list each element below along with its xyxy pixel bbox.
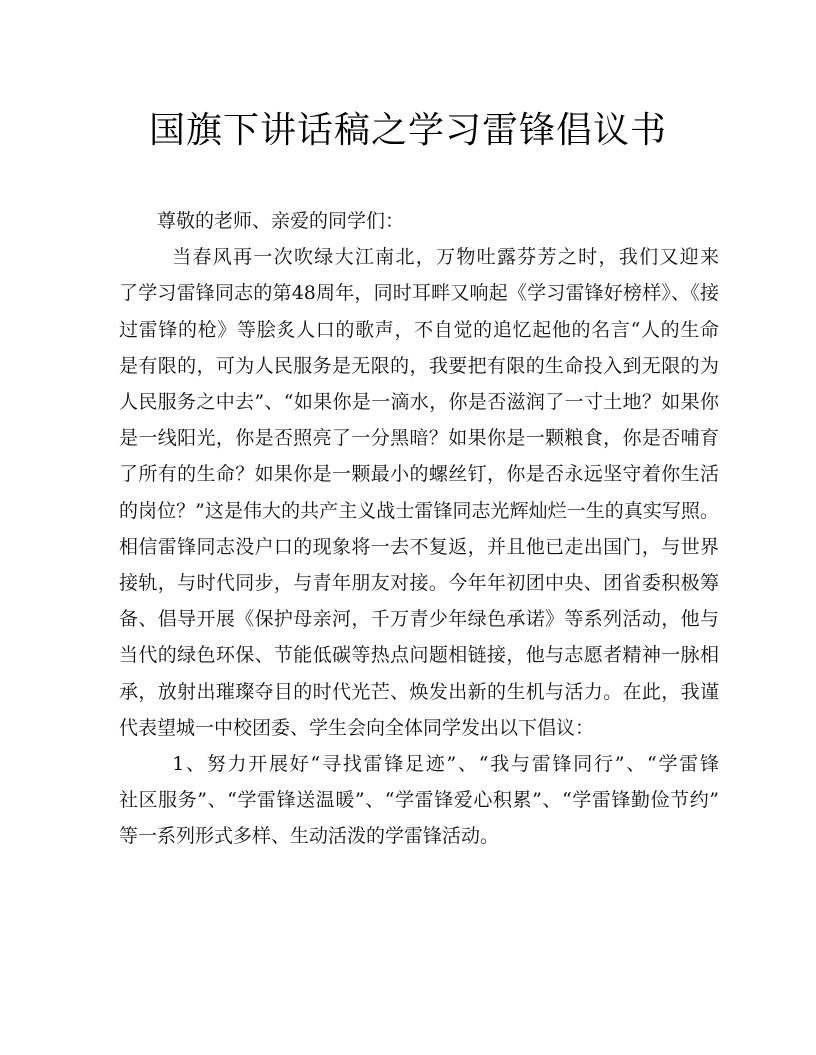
paragraph-2 bbox=[119, 746, 719, 855]
document-title: 国旗下讲话稿之学习雷锋倡议书 bbox=[148, 110, 667, 151]
paragraph-1-line: 是有限的，可为人民服务是无限的，我要把有限的生命投入到无限的为 bbox=[119, 354, 719, 377]
paragraph-1-line: 了所有的生命？如果你是一颗最小的螺丝钉，你是否永远坚守着你生活 bbox=[119, 463, 719, 486]
paragraph-1-line: 是一线阳光，你是否照亮了一分黑暗？如果你是一颗粮食，你是否哺育 bbox=[119, 427, 719, 450]
paragraph-1-line: 的岗位？”这是伟大的共产主义战士雷锋同志光辉灿烂一生的真实写照。 bbox=[119, 499, 719, 522]
paragraph-1-line: 过雷锋的枪》等脍炙人口的歌声，不自觉的追忆起他的名言“人的生命 bbox=[119, 318, 719, 341]
paragraph-1-line: 人民服务之中去”、“如果你是一滴水，你是否滋润了一寸土地？如果你 bbox=[119, 391, 719, 414]
paragraph-1-line: 了学习雷锋同志的第48周年，同时耳畔又响起《学习雷锋好榜样》、《接 bbox=[119, 282, 719, 305]
greeting-line: 尊敬的老师、亲爱的同学们： bbox=[157, 210, 405, 232]
paragraph-2-line: 社区服务”、“学雷锋送温暖”、“学雷锋爱心积累”、“学雷锋勤俭节约” bbox=[119, 789, 719, 812]
paragraph-1-line: 代表望城一中校团委、学生会向全体同学发出以下倡议： bbox=[119, 716, 595, 739]
paragraph-1-line: 当代的绿色环保、节能低碳等热点问题相链接，他与志愿者精神一脉相 bbox=[119, 644, 719, 667]
paragraph-1-line: 备、倡导开展《保护母亲河，千万青少年绿色承诺》等系列活动，他与 bbox=[119, 608, 719, 631]
paragraph-1-line: 相信雷锋同志没户口的现象将一去不复返，并且他已走出国门，与世界 bbox=[119, 535, 719, 558]
document-body bbox=[119, 203, 719, 855]
paragraph-1-line: 接轨，与时代同步，与青年朋友对接。今年年初团中央、团省委积极筹 bbox=[119, 572, 719, 595]
paragraph-1-line: 当春风再一次吹绿大江南北，万物吐露芬芳之时，我们又迎来 bbox=[172, 246, 719, 269]
paragraph-2-line: 等一系列形式多样、生动活泼的学雷锋活动。 bbox=[119, 825, 500, 848]
paragraph-1-line: 承，放射出璀璨夺目的时代光芒、焕发出新的生机与活力。在此，我谨 bbox=[119, 680, 719, 703]
paragraph-1 bbox=[119, 239, 719, 746]
paragraph-2-line: 1、努力开展好“寻找雷锋足迹”、“我与雷锋同行”、“学雷锋 bbox=[172, 753, 719, 776]
